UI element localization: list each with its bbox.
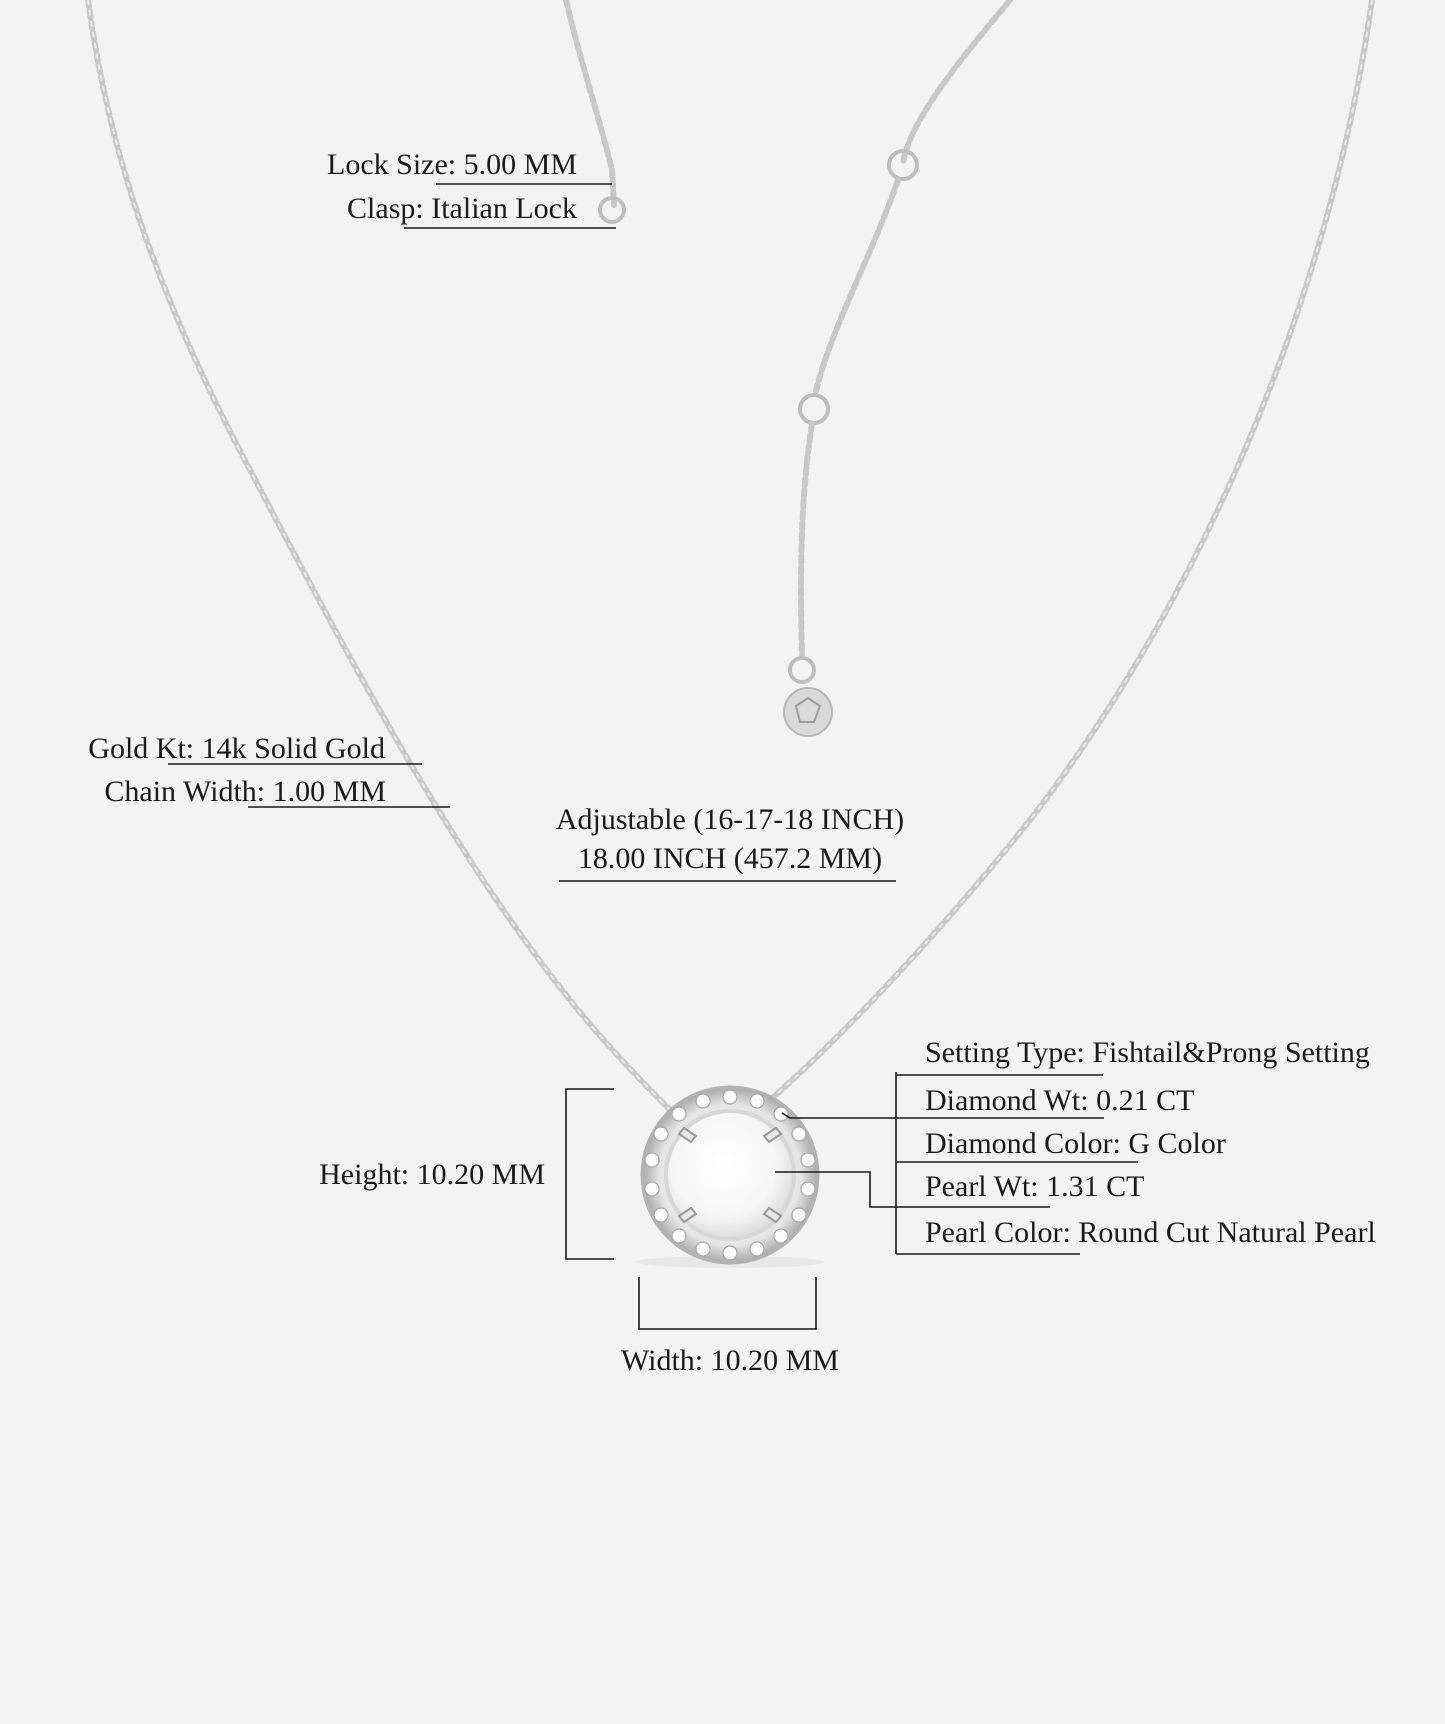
gold-kt-spec <box>20 732 385 766</box>
setting-type-value: Fishtail&Prong Setting <box>1092 1036 1370 1069</box>
setting-type-spec <box>925 1036 1370 1070</box>
clasp-value: Italian Lock <box>431 192 577 225</box>
pearl-wt-value: 1.31 CT <box>1046 1170 1145 1203</box>
gold-kt-label: Gold Kt: <box>88 732 195 765</box>
gold-kt-value: 14k Solid Gold <box>201 732 385 765</box>
extender-ring-3-icon <box>790 658 814 682</box>
height-value: 10.20 MM <box>416 1158 545 1191</box>
width-value: 10.20 MM <box>710 1344 839 1377</box>
length-total: 18.00 INCH (457.2 MM) <box>577 842 883 875</box>
clasp-chain <box>566 0 624 222</box>
pearl-color-value: Round Cut Natural Pearl <box>1078 1216 1376 1249</box>
pearl-color-spec <box>925 1216 1376 1250</box>
diamond-wt-label: Diamond Wt: <box>925 1084 1089 1117</box>
height-label: Height: <box>319 1158 410 1191</box>
diamond-color-spec <box>925 1127 1226 1161</box>
lock-size-spec <box>200 148 577 182</box>
pearl-wt-label: Pearl Wt: <box>925 1170 1039 1203</box>
chain-right-strand <box>770 0 1372 1100</box>
chain-width-label: Chain Width: <box>104 775 266 808</box>
lock-size-value: 5.00 MM <box>463 148 577 181</box>
width-spec <box>560 1344 900 1378</box>
setting-type-label: Setting Type: <box>925 1036 1085 1069</box>
clasp-label: Clasp: <box>347 192 424 225</box>
lock-size-label: Lock Size: <box>327 148 457 181</box>
length-adjustable: Adjustable (16-17-18 INCH) <box>555 803 905 836</box>
extender-ring-2-icon <box>800 395 828 423</box>
chain-width-value: 1.00 MM <box>272 775 386 808</box>
width-label: Width: <box>621 1344 704 1377</box>
height-spec <box>200 1158 545 1192</box>
clasp-spec <box>200 192 577 226</box>
pendant <box>635 1087 825 1268</box>
pearl-color-label: Pearl Color: <box>925 1216 1071 1249</box>
chain-width-spec <box>20 775 386 809</box>
diamond-color-value: G Color <box>1128 1127 1226 1160</box>
diamond-wt-spec <box>925 1084 1194 1118</box>
pearl-wt-spec <box>925 1170 1144 1204</box>
logo-tag-icon <box>784 688 832 736</box>
diamond-wt-value: 0.21 CT <box>1096 1084 1195 1117</box>
diamond-color-label: Diamond Color: <box>925 1127 1121 1160</box>
extender-chain <box>784 0 1010 736</box>
